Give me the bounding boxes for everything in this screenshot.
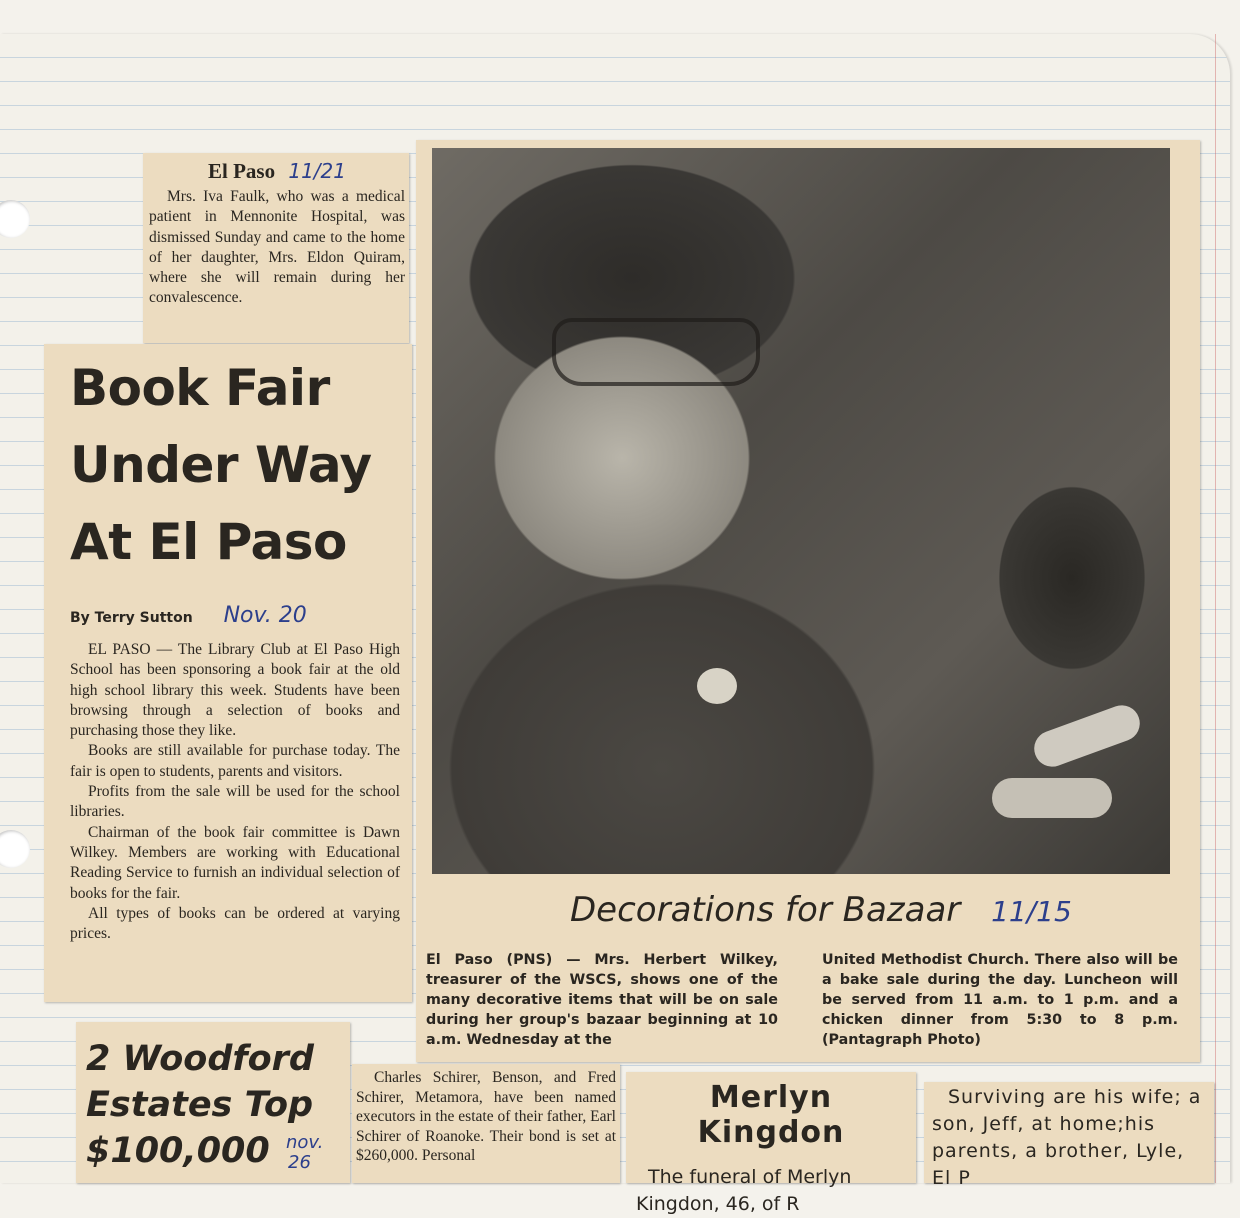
woodford-line-1: 2 Woodford [86,1039,314,1079]
woodford-handwritten-month: nov. [286,1132,324,1153]
merlyn-clipping [626,1072,916,1215]
book-fair-paragraph: Chairman of the book fair committee is Dawn Wilkey. Members are working with Educational Reading Service to furnish an individual selection of books for the fair. [70,823,400,902]
photo-caption-handwritten-date: 11/15 [991,895,1072,928]
glasses-shape [552,318,760,386]
short-item-handwritten-date: 11/21 [288,159,346,183]
short-item-dateline-row [149,159,405,184]
book-fair-paragraph: Books are still available for purchase today. The fair is open to students, parents and visitors. [70,742,400,780]
margin-line [1215,34,1216,1183]
book-fair-clipping [44,344,412,1002]
hand-shape [1029,700,1145,771]
book-fair-paragraph: Profits from the sale will be used for the school libraries. [70,783,400,821]
book-fair-paragraph: All types of books can be ordered at varying prices. [70,904,400,943]
short-item-body [149,187,405,309]
book-fair-paragraph: EL PASO — The Library Club at El Paso High School has been sponsoring a book fair at the old high school library this week. Students have been browsing through a selection of books and purchasing those they like. [70,641,400,740]
woodford-line-3: $100,000 [86,1131,270,1171]
photo-caption-column-2: United Methodist Church. There also will be a bake sale during the day. Luncheon will be served from 11 a.m. to 1 p.m. and a chicken dinner from 5:30 to 8 p.m. (Pantagraph Photo) [822,952,1178,1048]
photo-caption-column-1: El Paso (PNS) — Mrs. Herbert Wilkey, treasurer of the WSCS, shows one of the many decorative items that will be on sale during her group's bazaar beginning at 10 a.m. Wednesday at the [426,952,778,1048]
short-item-text: Mrs. Iva Faulk, who was a medical patient in Mennonite Hospital, was dismissed Sunday and came to the home of her daughter, Mrs. Eldon Quiram, where she will remain during her convalescence. [149,188,405,307]
book-fair-handwritten-date: Nov. 20 [223,603,307,628]
woodford-line-2: Estates Top [86,1085,314,1125]
woman-with-decoration-photo [432,148,1170,874]
short-item-dateline: El Paso [208,159,276,183]
photo-caption-headline: Decorations for Bazaar [570,890,961,930]
headline-line-3: At El Paso [70,513,347,571]
surviving-text: Surviving are his wife; a son, Jeff, at home;his parents, a brother, Lyle, El P [932,1086,1202,1189]
brooch-shape [697,668,737,704]
headline-line-1: Book Fair [70,359,330,417]
woodford-clipping [76,1022,350,1183]
merlyn-title: Merlyn Kingdon [697,1080,845,1150]
book-fair-body [70,640,400,944]
byline: By Terry Sutton [70,610,193,626]
hand-shape [992,778,1112,818]
photo-caption-headline-row [570,890,1072,930]
book-fair-headline [70,350,400,581]
surviving-clipping [924,1082,1214,1189]
byline-row [70,603,400,628]
schirer-clipping [352,1064,620,1183]
schirer-body [356,1068,616,1166]
merlyn-text: The funeral of Merlyn Kingdon, 46, of R [636,1166,852,1215]
woodford-handwritten-day: 26 [288,1152,311,1173]
short-item-clipping [143,153,409,343]
schirer-text: Charles Schirer, Benson, and Fred Schirer, Metamora, have been named executors in the estate of their father, Earl Schirer of Roanoke. Their bond is set at $260,000. Personal [356,1069,616,1164]
headline-line-2: Under Way [70,436,372,494]
